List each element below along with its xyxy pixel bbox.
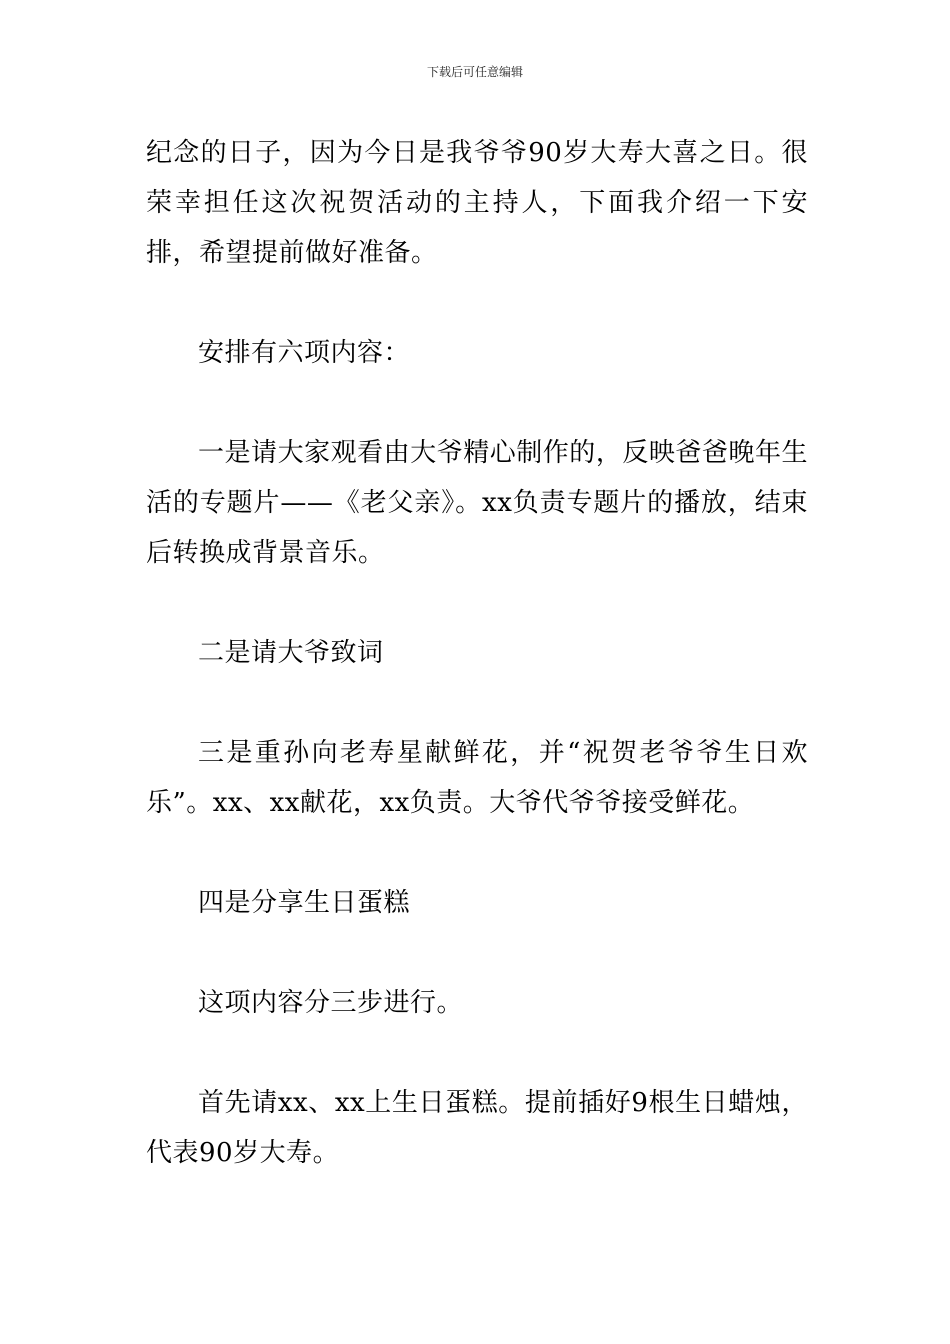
paragraph-agenda-heading: 安排有六项内容： [198,338,411,368]
paragraph-item-three: 三是重孙向老寿星献鲜花，并“祝贺老爷爷生日欢乐”。xx、xx献花，xx负责。大爷代爷爷接受鲜花。 [146,738,808,818]
paragraph-intro-continued: 纪念的日子，因为今日是我爷爷90岁大寿大喜之日。很荣幸担任这次祝贺活动的主持人，下面我介绍一下安排，希望提前做好准备。 [146,138,808,268]
paragraph-item-two: 二是请大爷致词 [198,638,384,668]
paragraph-item-one: 一是请大家观看由大爷精心制作的，反映爸爸晚年生活的专题片——《老父亲》。xx负责专题片的播放，结束后转换成背景音乐。 [146,438,808,568]
page-header-note: 下载后可任意编辑 [426,65,523,79]
document-body [146,128,808,1178]
paragraph-item-four: 四是分享生日蛋糕 [198,888,411,918]
paragraph-step-one: 首先请xx、xx上生日蛋糕。提前插好9根生日蜡烛，代表90岁大寿。 [146,1088,808,1168]
paragraph-steps-intro: 这项内容分三步进行。 [198,988,464,1018]
